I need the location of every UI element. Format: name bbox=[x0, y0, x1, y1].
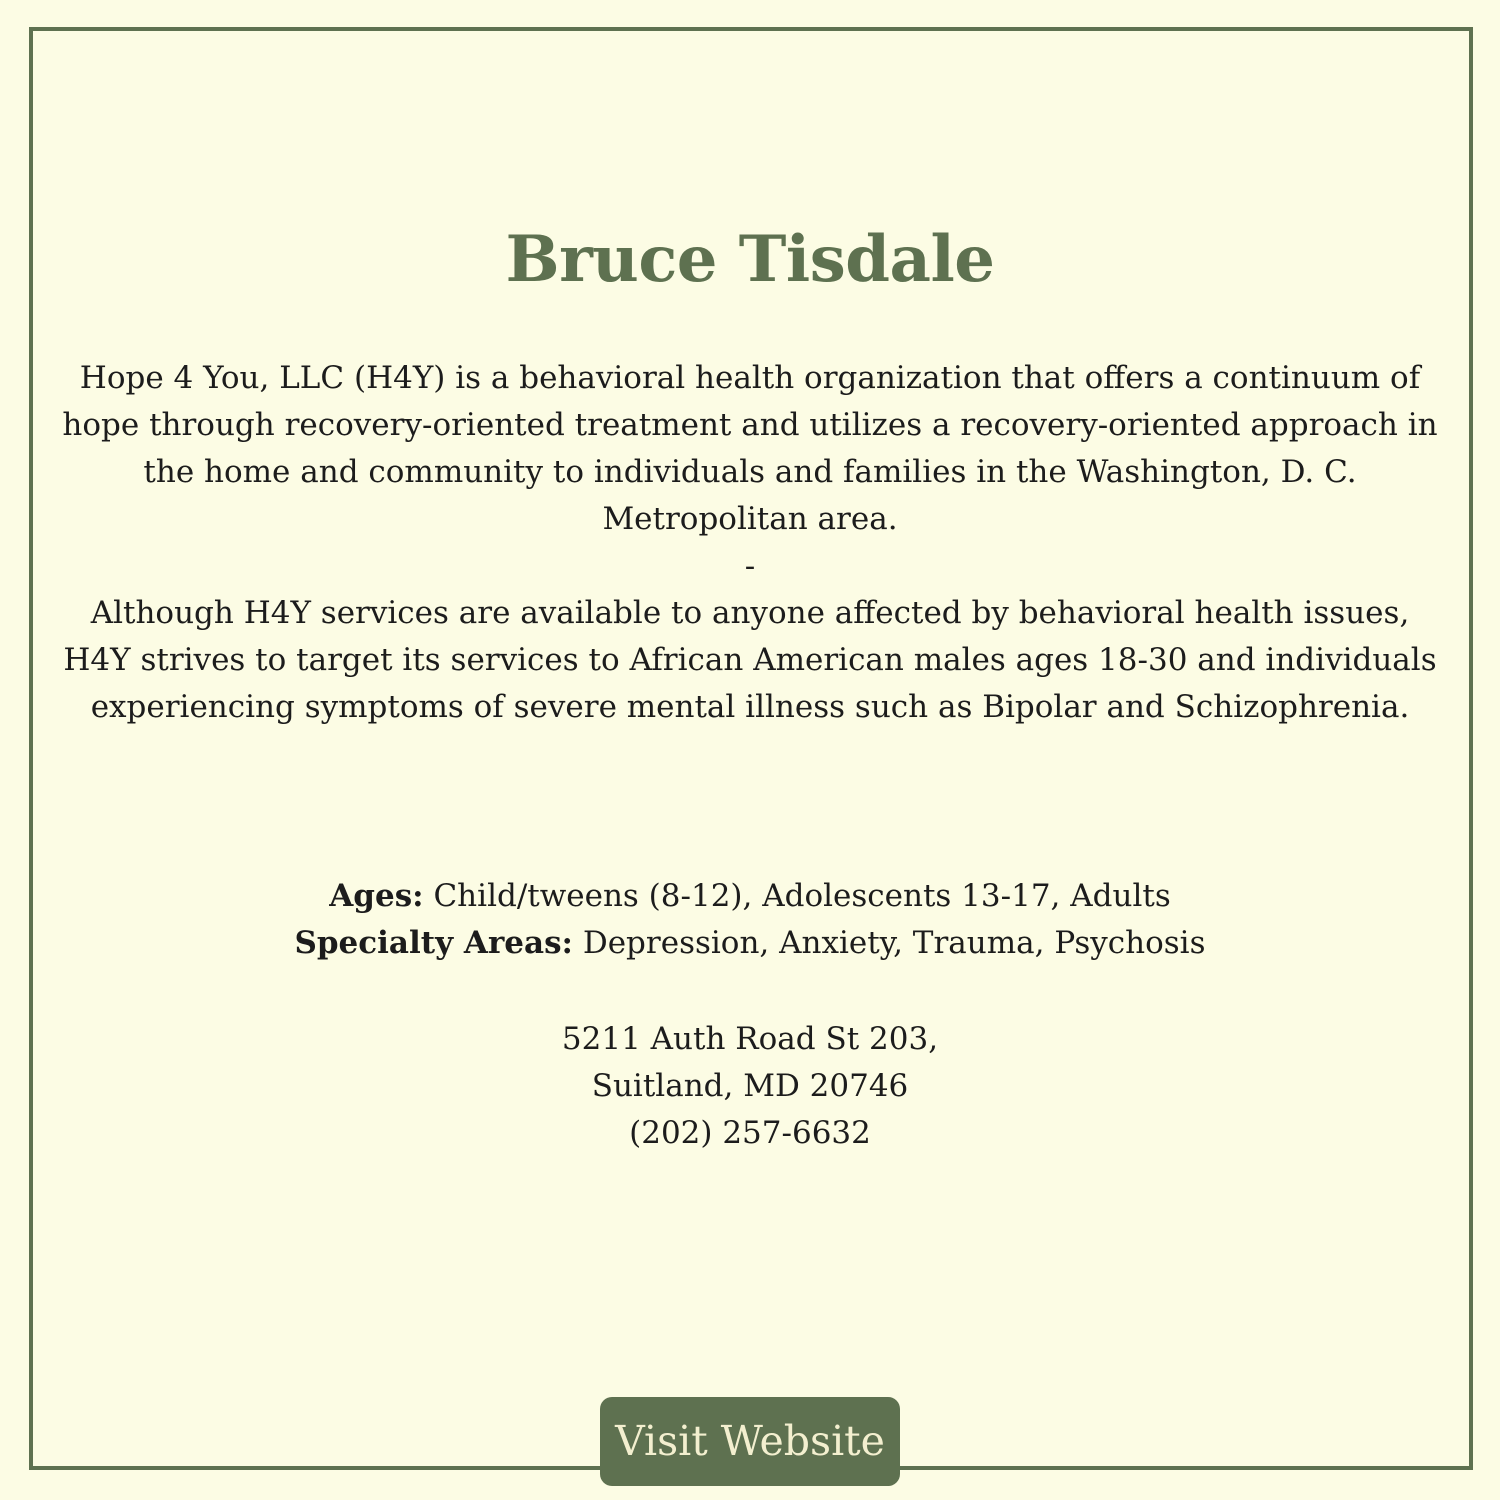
provider-name: Bruce Tisdale bbox=[505, 222, 995, 297]
phone-number: (202) 257-6632 bbox=[629, 1115, 871, 1151]
specialty-value: Depression, Anxiety, Trauma, Psychosis bbox=[573, 925, 1206, 961]
description-paragraph-1: Hope 4 You, LLC (H4Y) is a behavioral health organization that offers a continuum of hope through recovery-oriented treatment and utilizes a recovery-oriented approach in the home and community to individuals and families in the Washington, D. C. Metropolitan area. bbox=[62, 360, 1438, 537]
address-line-2: Suitland, MD 20746 bbox=[591, 1068, 909, 1104]
ages-value: Child/tweens (8-12), Adolescents 13-17, Adults bbox=[423, 878, 1171, 914]
visit-website-button[interactable]: Visit Website bbox=[600, 1397, 900, 1486]
ages-line bbox=[60, 873, 1440, 920]
ages-label: Ages: bbox=[329, 878, 424, 914]
paragraph-divider: - bbox=[744, 548, 756, 584]
specialty-label: Specialty Areas: bbox=[294, 925, 573, 961]
specialty-line bbox=[60, 920, 1440, 967]
address-line-1: 5211 Auth Road St 203, bbox=[561, 1021, 939, 1057]
description-paragraph-2: Although H4Y services are available to anyone affected by behavioral health issues, H4Y strives to target its services to African American males ages 18-30 and individuals experiencing symptoms of severe mental illness such as Bipolar and Schizophrenia. bbox=[63, 595, 1437, 725]
